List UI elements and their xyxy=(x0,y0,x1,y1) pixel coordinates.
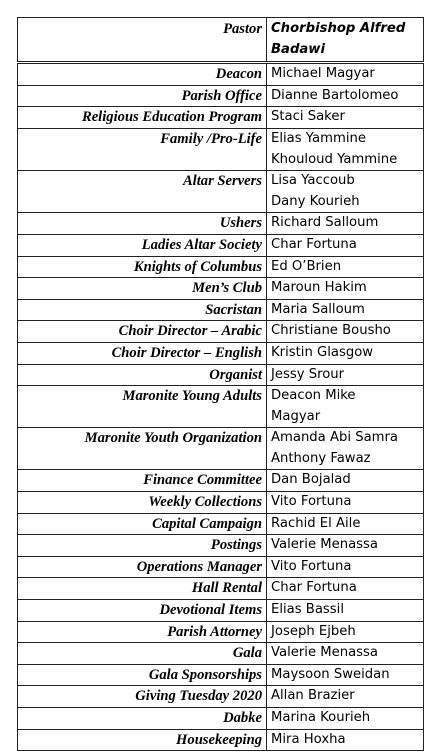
role-cell: Giving Tuesday 2020 xyxy=(18,686,267,708)
role-cell: Finance Committee xyxy=(18,470,267,492)
person-name: Valerie Menassa xyxy=(271,537,378,553)
roster-row xyxy=(18,213,424,235)
roster-row xyxy=(18,535,424,557)
role-cell: Gala Sponsorships xyxy=(18,664,267,686)
roster-row xyxy=(18,686,424,708)
name-cell xyxy=(267,299,424,321)
roster-row xyxy=(18,63,424,86)
person-name: Mira Hoxha xyxy=(271,731,346,747)
name-cell xyxy=(267,621,424,643)
name-cell xyxy=(267,342,424,364)
header-name-cell xyxy=(267,18,424,63)
role-cell: Devotional Items xyxy=(18,600,267,622)
person-name: Staci Saker xyxy=(271,109,345,125)
roster-row xyxy=(18,600,424,622)
roster-row xyxy=(18,364,424,386)
name-cell xyxy=(267,85,424,107)
role-cell: Family /Pro-Life xyxy=(18,128,267,170)
roster-row xyxy=(18,256,424,278)
name-cell xyxy=(267,171,424,213)
person-name: Valerie Menassa xyxy=(271,645,378,661)
person-name: Dany Kourieh xyxy=(271,193,360,209)
role-cell: Hall Rental xyxy=(18,578,267,600)
header-name-line: Chorbishop Alfred xyxy=(271,21,406,36)
person-name: Vito Fortuna xyxy=(271,558,352,574)
person-name: Dianne Bartolomeo xyxy=(271,87,399,103)
roster-row xyxy=(18,278,424,300)
roster-row xyxy=(18,171,424,213)
header-role-cell: Pastor xyxy=(18,18,267,63)
person-name: Anthony Fawaz xyxy=(271,450,371,466)
name-cell xyxy=(267,729,424,751)
role-cell: Housekeeping xyxy=(18,729,267,751)
person-name: Christiane Bousho xyxy=(271,323,391,339)
role-cell: Religious Education Program xyxy=(18,107,267,129)
person-name: Kristin Glasgow xyxy=(271,344,374,360)
roster-row xyxy=(18,470,424,492)
roster-row xyxy=(18,621,424,643)
name-cell xyxy=(267,364,424,386)
role-cell: Knights of Columbus xyxy=(18,256,267,278)
person-name: Char Fortuna xyxy=(271,236,357,252)
roster-row xyxy=(18,128,424,170)
name-cell xyxy=(267,256,424,278)
role-cell: Men’s Club xyxy=(18,278,267,300)
person-name: Char Fortuna xyxy=(271,580,357,596)
role-cell: Capital Campaign xyxy=(18,513,267,535)
roster-row xyxy=(18,85,424,107)
name-cell xyxy=(267,234,424,256)
person-name: Joseph Ejbeh xyxy=(271,623,356,639)
person-name: Jessy Srour xyxy=(271,366,345,382)
role-cell: Choir Director – English xyxy=(18,342,267,364)
roster-row xyxy=(18,492,424,514)
person-name: Maria Salloum xyxy=(271,301,365,317)
name-cell xyxy=(267,664,424,686)
person-name: Marina Kourieh xyxy=(271,710,371,725)
person-name: Michael Magyar xyxy=(271,66,375,82)
person-name: Maroun Hakim xyxy=(271,280,367,296)
roster-row xyxy=(18,321,424,343)
person-name: Allan Brazier xyxy=(271,688,355,704)
roster-row xyxy=(18,578,424,600)
roster-row xyxy=(18,708,424,730)
role-cell: Parish Office xyxy=(18,85,267,107)
person-name: Khouloud Yammine xyxy=(271,151,398,167)
name-cell xyxy=(267,708,424,730)
role-cell: Maronite Youth Organization xyxy=(18,428,267,470)
role-cell: Parish Attorney xyxy=(18,621,267,643)
person-name: Deacon Mike xyxy=(271,388,356,404)
role-cell: Deacon xyxy=(18,63,267,86)
role-cell: Weekly Collections xyxy=(18,492,267,514)
role-cell: Maronite Young Adults xyxy=(18,386,267,428)
person-name: Vito Fortuna xyxy=(271,494,352,510)
role-cell: Gala xyxy=(18,643,267,665)
roster-row xyxy=(18,342,424,364)
roster-row xyxy=(18,299,424,321)
person-name: Magyar xyxy=(271,408,321,424)
roster-body xyxy=(18,18,424,751)
person-name: Richard Salloum xyxy=(271,215,379,231)
role-cell: Operations Manager xyxy=(18,556,267,578)
name-cell xyxy=(267,107,424,129)
name-cell xyxy=(267,278,424,300)
name-cell xyxy=(267,578,424,600)
name-cell xyxy=(267,63,424,86)
roster-row xyxy=(18,729,424,751)
roster-row xyxy=(18,643,424,665)
name-cell xyxy=(267,470,424,492)
name-cell xyxy=(267,128,424,170)
name-cell xyxy=(267,513,424,535)
name-cell xyxy=(267,213,424,235)
role-cell: Altar Servers xyxy=(18,171,267,213)
name-cell xyxy=(267,492,424,514)
header-name-line: Badawi xyxy=(271,41,325,57)
role-cell: Dabke xyxy=(18,708,267,730)
roster-row xyxy=(18,513,424,535)
role-cell: Organist xyxy=(18,364,267,386)
person-name: Elias Bassil xyxy=(271,602,345,618)
roster-row xyxy=(18,428,424,470)
person-name: Elias Yammine xyxy=(271,130,366,146)
roster-row xyxy=(18,556,424,578)
name-cell xyxy=(267,321,424,343)
roster-row xyxy=(18,107,424,129)
roster-row xyxy=(18,234,424,256)
role-cell: Choir Director – Arabic xyxy=(18,321,267,343)
header-row xyxy=(18,18,424,63)
name-cell xyxy=(267,600,424,622)
name-cell xyxy=(267,643,424,665)
role-cell: Ladies Altar Society xyxy=(18,234,267,256)
role-cell: Sacristan xyxy=(18,299,267,321)
role-cell: Ushers xyxy=(18,213,267,235)
roster-row xyxy=(18,386,424,428)
person-name: Dan Bojalad xyxy=(271,472,351,488)
person-name: Amanda Abi Samra xyxy=(271,430,399,446)
person-name: Maysoon Sweidan xyxy=(271,666,390,682)
role-cell: Postings xyxy=(18,535,267,557)
roster-row xyxy=(18,664,424,686)
name-cell xyxy=(267,386,424,428)
name-cell xyxy=(267,428,424,470)
ministry-roster-table xyxy=(17,17,424,751)
person-name: Lisa Yaccoub xyxy=(271,173,355,189)
name-cell xyxy=(267,535,424,557)
name-cell xyxy=(267,686,424,708)
person-name: Ed O’Brien xyxy=(271,258,342,274)
person-name: Rachid El Aile xyxy=(271,515,361,531)
name-cell xyxy=(267,556,424,578)
